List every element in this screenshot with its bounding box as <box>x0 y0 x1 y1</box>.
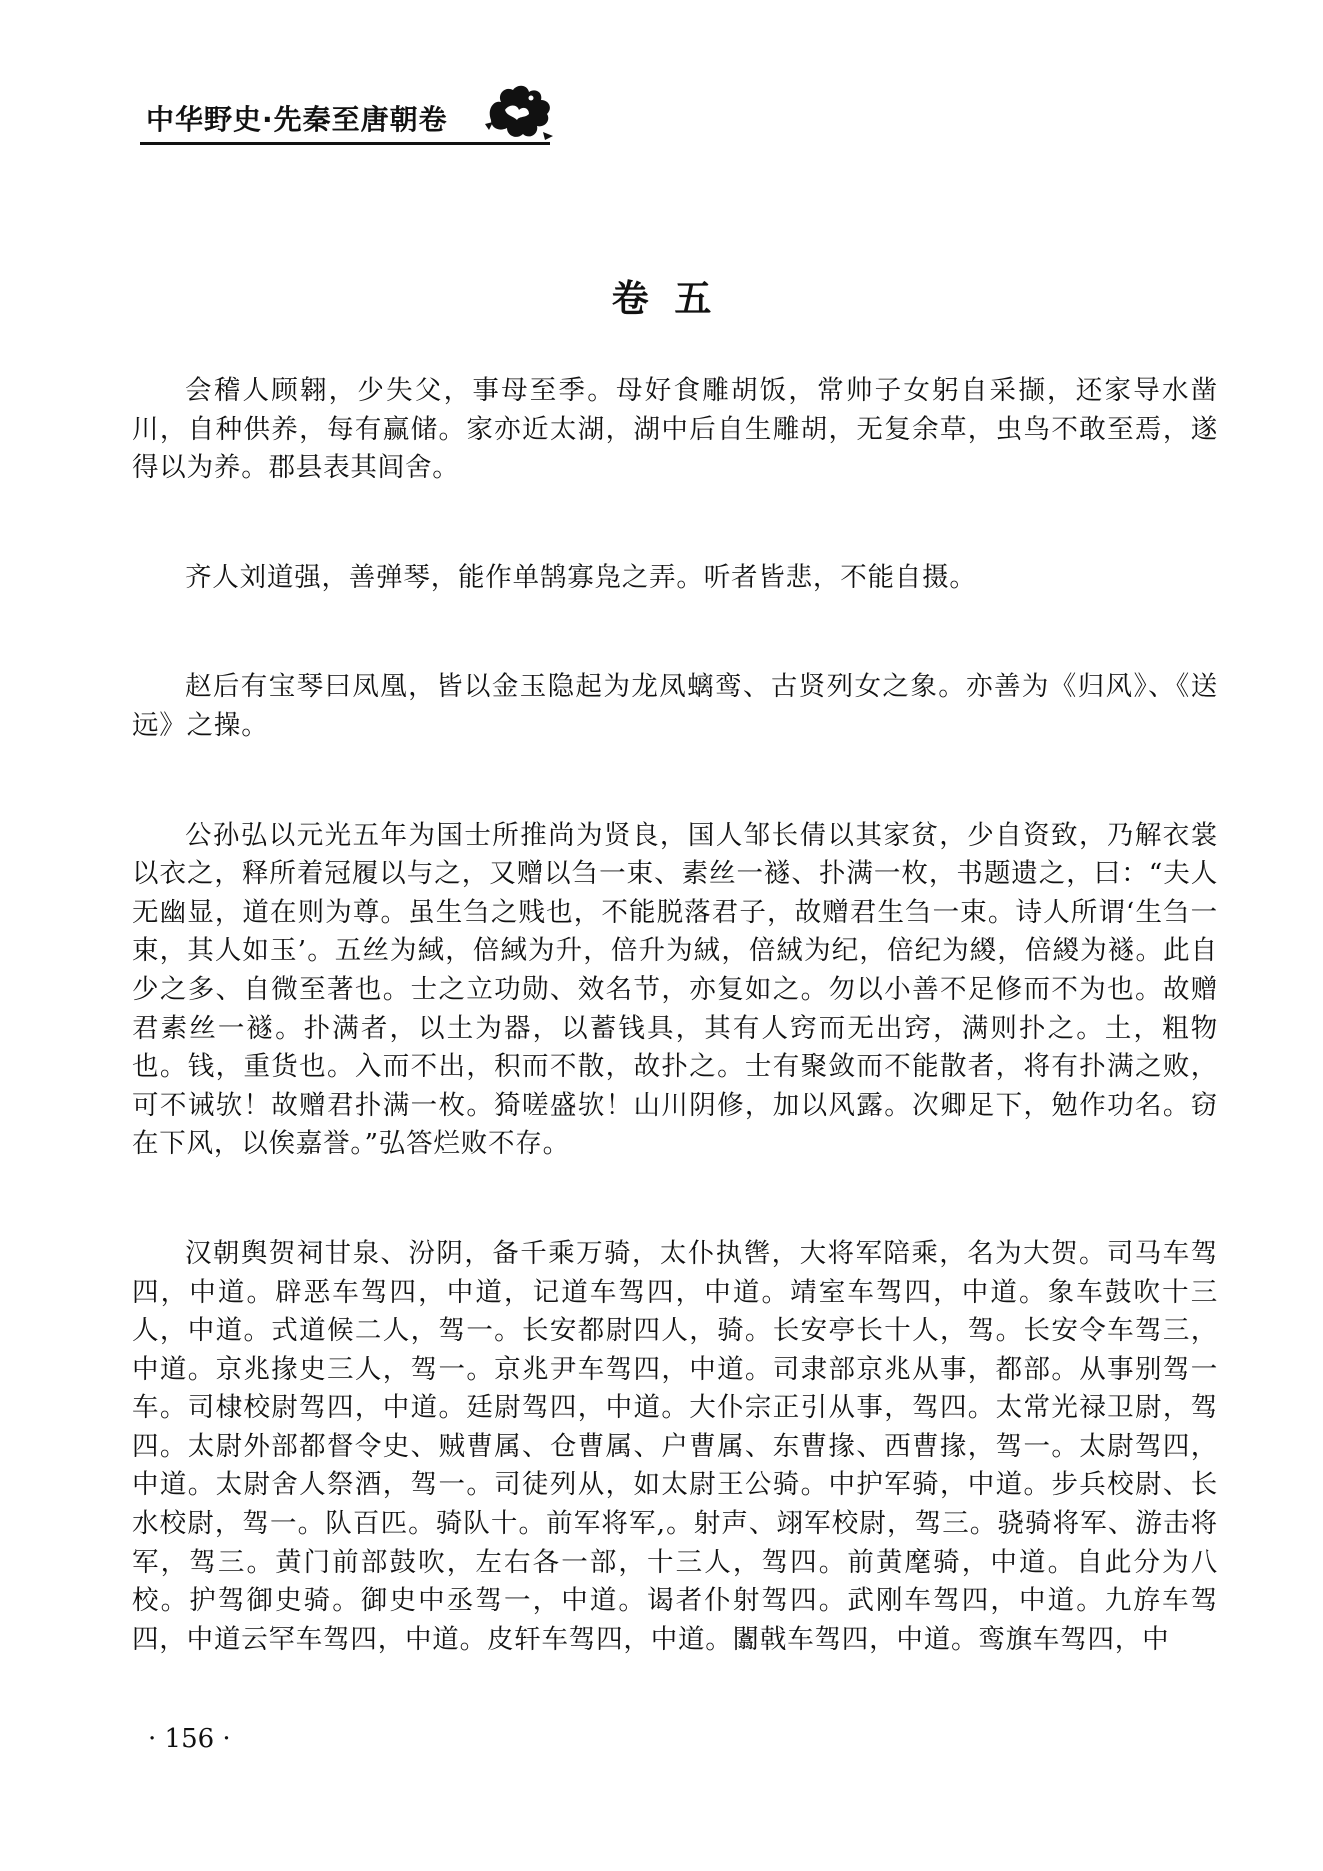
paragraph: 公孙弘以元光五年为国士所推尚为贤良，国人邹长倩以其家贫，少自资致，乃解衣裳以衣之，释所着冠履以与之，又赠以刍一束、素丝一襚、扑满一枚，书题遗之，曰：“夫人无幽显，道在则为尊。虽生刍之贱也，不能脱落君子，故赠君生刍一束。诗人所谓‘生刍一束，其人如玉’。五丝为緎，倍緎为升，倍升为絨，倍絨为纪，倍纪为緵，倍緵为襚。此自少之多、自微至著也。士之立功勋、效名节，亦复如之。勿以小善不足修而不为也。故赠君素丝一襚。扑满者，以土为器，以蓄钱具，其有人窍而无出窍，满则扑之。土，粗物也。钱，重货也。入而不出，积而不散，故扑之。士有聚敛而不能散者，将有扑满之败，可不诫欤！故赠君扑满一枚。猗嗟盛欤！山川阴修，加以风露。次卿足下，勉作功名。窃在下风，以俟嘉誉。”弘答烂败不存。 <box>132 819 1218 1160</box>
chapter-title: 卷 五 <box>611 277 712 320</box>
paragraph: 赵后有宝琴曰凤凰，皆以金玉隐起为龙凤螭鸾、古贤列女之象。亦善为《归风》、《送远》之操。 <box>132 671 1218 741</box>
header-rule <box>140 142 550 145</box>
paragraph: 会稽人顾翱，少失父，事母至季。母好食雕胡饭，常帅子女躬自采撷，还家导水凿川，自种供养，每有赢储。家亦近太湖，湖中后自生雕胡，无复余草，虫鸟不敢至焉，遂得以为养。郡县表其闾舍。 <box>132 375 1218 484</box>
body-text <box>132 372 1218 1659</box>
running-header <box>140 80 560 146</box>
paragraph: 汉朝舆贺祠甘泉、汾阴，备千乘万骑，太仆执辔，大将军陪乘，名为大贺。司马车驾四，中道。辟恶车驾四，中道，记道车驾四，中道。靖室车驾四，中道。象车鼓吹十三人，中道。式道候二人，驾一。长安都尉四人，骑。长安亭长十人，驾。长安令车驾三，中道。京兆掾史三人，驾一。京兆尹车驾四，中道。司隶部京兆从事，都部。从事别驾一车。司棣校尉驾四，中道。廷尉驾四，中道。大仆宗正引从事，驾四。太常光禄卫尉，驾四。太尉外部都督令史、贼曹属、仓曹属、户曹属、东曹掾、西曹掾，驾一。太尉驾四，中道。太尉舍人祭酒，驾一。司徒列从，如太尉王公骑。中护军骑，中道。步兵校尉、长水校尉，驾一。队百匹。骑队十。前军将军,。射声、翊军校尉，驾三。骁骑将军、游击将军，驾三。黄门前部鼓吹，左右各一部，十三人，驾四。前黄麾骑，中道。自此分为八校。护驾御史骑。御史中丞驾一，中道。谒者仆射驾四。武刚车驾四，中道。九斿车驾四，中道云罕车驾四，中道。皮轩车驾四，中道。闟戟车驾四，中道。鸾旗车驾四，中 <box>132 1237 1218 1655</box>
page-number: · 156 · <box>148 1724 231 1754</box>
dragon-emblem-icon <box>483 80 555 142</box>
running-title: 中华野史·先秦至唐朝卷 <box>146 103 448 136</box>
paragraph: 齐人刘道强，善弹琴，能作单鹄寡凫之弄。听者皆悲，不能自摄。 <box>185 561 977 593</box>
